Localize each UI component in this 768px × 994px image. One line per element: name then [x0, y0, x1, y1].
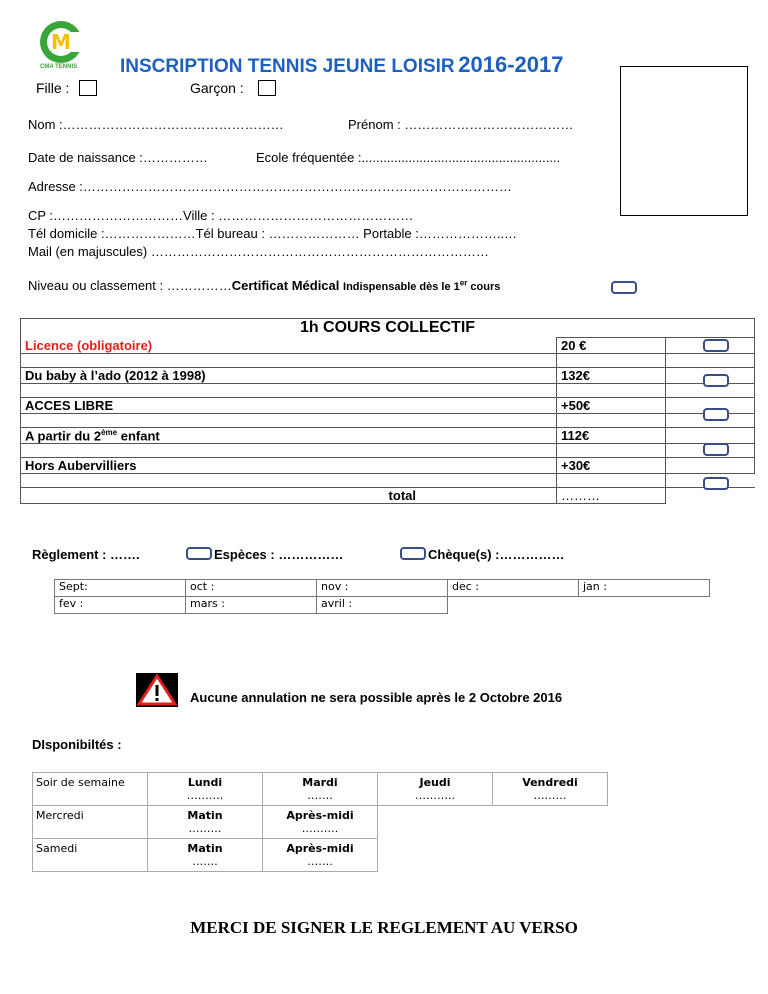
table-row — [55, 580, 710, 597]
row-label: Hors Aubervilliers — [21, 458, 557, 474]
mail-field[interactable]: Mail (en majuscules) …………………………………………………………………… — [28, 244, 489, 259]
row-label: A partir du 2ème enfant — [21, 428, 557, 444]
row-label: ACCES LIBRE — [21, 398, 557, 414]
niveau-field[interactable]: Niveau ou classement : …………… — [28, 278, 232, 293]
payment-cell[interactable]: jan : — [579, 580, 710, 597]
payment-cell[interactable]: nov : — [317, 580, 448, 597]
fille-checkbox[interactable] — [79, 80, 97, 96]
row-price: 132€ — [557, 368, 666, 384]
payment-cell[interactable]: avril : — [317, 597, 448, 614]
payment-cell[interactable]: mars : — [186, 597, 317, 614]
especes-checkbox[interactable] — [186, 547, 212, 560]
table-row — [33, 839, 608, 872]
dispo-lundi[interactable]: Lundi ………. — [148, 773, 263, 806]
cheques-label: Chèque(s) :…………… — [428, 547, 565, 562]
total-value[interactable]: ……… — [557, 488, 666, 504]
indispensable-label: Indispensable dès le 1er cours — [343, 278, 501, 293]
dispo-title: DIsponibiltés : — [32, 737, 122, 752]
row-price: 20 € — [557, 338, 666, 354]
row-label: Licence (obligatoire) — [21, 338, 557, 354]
payment-schedule-table — [54, 579, 710, 614]
payment-cell[interactable]: fev : — [55, 597, 186, 614]
prenom-field[interactable]: Prénom : ………………………………… — [348, 117, 574, 132]
cma-logo — [36, 18, 86, 74]
table-row — [21, 428, 755, 444]
row-label: Du baby à l’ado (2012 à 1998) — [21, 368, 557, 384]
footer-text: MERCI DE SIGNER LE REGLEMENT AU VERSO — [190, 918, 578, 937]
table-row — [21, 368, 755, 384]
svg-text:M: M — [51, 30, 71, 54]
logo-label: CMA TENNIS — [40, 64, 78, 70]
page-title — [120, 52, 564, 78]
tarif-table — [20, 318, 755, 504]
row-price: +50€ — [557, 398, 666, 414]
hors-aubervilliers-checkbox[interactable] — [703, 477, 729, 490]
garcon-checkbox[interactable] — [258, 80, 276, 96]
adresse-field[interactable]: Adresse :……………………………………………………………………………………… — [28, 179, 512, 194]
certificat-label: Certificat Médical — [231, 278, 340, 293]
dispo-jeudi[interactable]: Jeudi ……….. — [378, 773, 493, 806]
title-text: INSCRIPTION TENNIS JEUNE LOISIR — [120, 56, 455, 77]
season-text: 2016-2017 — [458, 52, 564, 77]
payment-cell[interactable]: dec : — [448, 580, 579, 597]
niveau-line — [28, 278, 500, 293]
table-row — [21, 458, 755, 474]
warning-icon — [136, 673, 178, 707]
fille-label: Fille : — [36, 80, 70, 96]
naissance-field[interactable]: Date de naissance :…………… — [28, 150, 208, 165]
table-row — [33, 806, 608, 839]
acces-libre-checkbox[interactable] — [703, 408, 729, 421]
licence-checkbox[interactable] — [703, 339, 729, 352]
photo-box — [620, 66, 748, 216]
reglement-label: Règlement : ……. — [32, 547, 140, 562]
especes-label: Espèces : …………… — [214, 547, 344, 562]
payment-cell[interactable]: Sept: — [55, 580, 186, 597]
second-enfant-checkbox[interactable] — [703, 443, 729, 456]
table-row — [33, 773, 608, 806]
dispo-mardi[interactable]: Mardi ……. — [263, 773, 378, 806]
telephone-field[interactable]: Tél domicile :…………………Tél bureau : ………………… Portable :………………..… — [28, 226, 518, 241]
cp-ville-field[interactable]: CP :…………………………Ville : ……………………………………… — [28, 208, 414, 223]
dispo-mercredi-matin[interactable]: Matin ……… — [148, 806, 263, 839]
warning-text: Aucune annulation ne sera possible après le 2 Octobre 2016 — [190, 690, 563, 705]
dispo-vendredi[interactable]: Vendredi ……… — [493, 773, 608, 806]
row-price: 112€ — [557, 428, 666, 444]
payment-cell[interactable]: oct : — [186, 580, 317, 597]
dispo-mercredi-apres-midi[interactable]: Après-midi ………. — [263, 806, 378, 839]
certificat-checkbox[interactable] — [611, 281, 637, 294]
row-label: Mercredi — [33, 806, 148, 839]
dispo-samedi-matin[interactable]: Matin ……. — [148, 839, 263, 872]
table-row — [21, 338, 755, 354]
nom-field[interactable]: Nom :…………………………………………… — [28, 117, 284, 132]
table-row — [55, 597, 710, 614]
ecole-field[interactable]: Ecole fréquentée :....................................................... — [256, 150, 561, 165]
row-label: Soir de semaine — [33, 773, 148, 806]
dispo-table — [32, 772, 608, 872]
garcon-label: Garçon : — [190, 80, 244, 96]
total-label: total — [21, 488, 557, 504]
row-label: Samedi — [33, 839, 148, 872]
dispo-samedi-apres-midi[interactable]: Après-midi ……. — [263, 839, 378, 872]
row-price: +30€ — [557, 458, 666, 474]
total-row — [21, 488, 755, 504]
table-row — [21, 398, 755, 414]
cheques-checkbox[interactable] — [400, 547, 426, 560]
baby-ado-checkbox[interactable] — [703, 374, 729, 387]
tarif-title: 1h COURS COLLECTIF — [21, 319, 755, 338]
